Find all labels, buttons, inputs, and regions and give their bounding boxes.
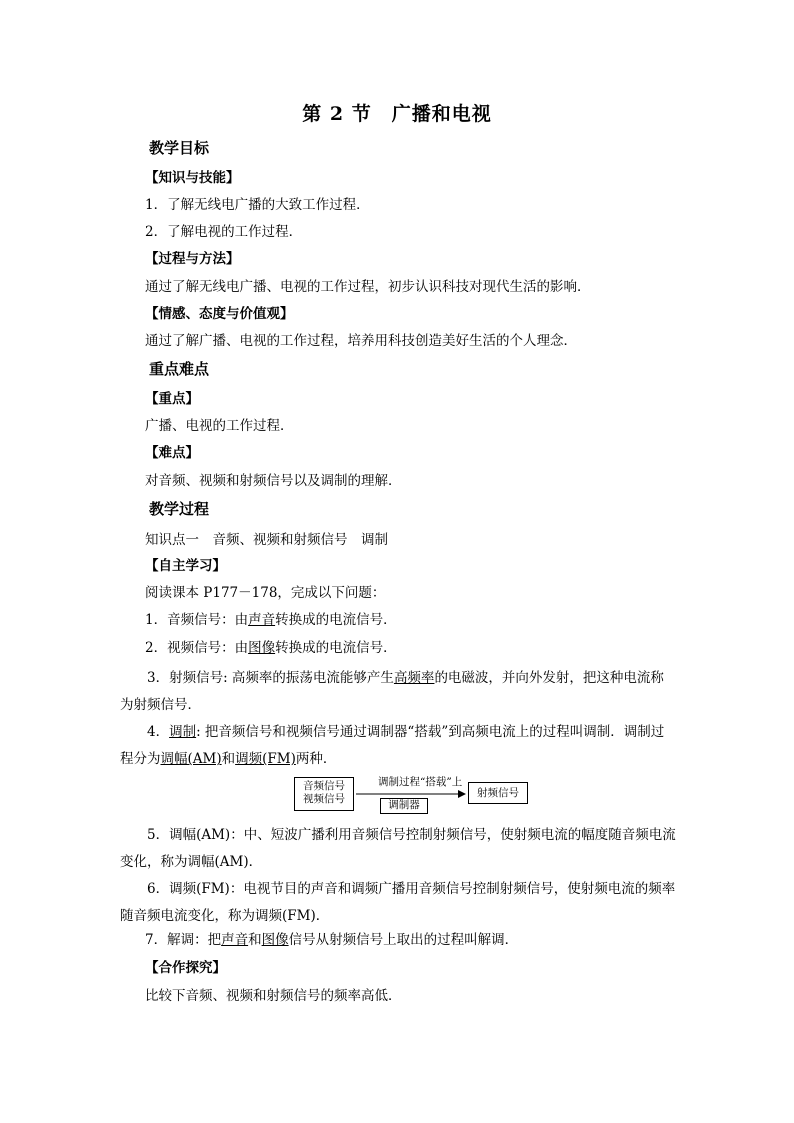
section-heading-objectives: 教学目标 (149, 139, 210, 157)
difficulty-text: 对音频、视频和射频信号以及调制的理解． (145, 473, 402, 489)
emotion-text: 通过了解广播、电视的工作过程，培养用科技创造美好生活的个人理念． (145, 333, 577, 349)
blank-answer: 声音 (248, 612, 276, 628)
item-modulation: 4．调制: 把音频信号和视频信号通过调制器“搭载”到高频电流上的过程叫调制．调制过程分为调幅(AM)和调频(FM)两种． (120, 724, 665, 767)
tag-cooperation: 【合作探究】 (145, 960, 226, 976)
modulation-diagram (294, 774, 530, 816)
output-signal-box: 射频信号 (468, 782, 528, 804)
tag-emotion: 【情感、态度与价值观】 (145, 306, 294, 322)
cooperation-text: 比较下音频、视频和射频信号的频率高低． (145, 988, 402, 1004)
blank-answer: 图像 (261, 932, 289, 948)
blank-answer: 调频(FM) (235, 751, 296, 767)
blank-answer: 调制 (169, 724, 197, 740)
knowledge-point-title: 知识点一 音频、视频和射频信号 调制 (145, 532, 388, 548)
section-heading-process: 教学过程 (149, 500, 210, 518)
item-demodulation: 7．解调：把声音和图像信号从射频信号上取出的过程叫解调． (145, 932, 519, 948)
tag-process: 【过程与方法】 (145, 251, 240, 267)
key-text: 广播、电视的工作过程． (145, 418, 294, 434)
arrow-label: 调制过程“搭载”上 (378, 776, 463, 788)
modulator-box: 调制器 (380, 798, 428, 814)
reading-instruction: 阅读课本 P177－178，完成以下问题： (145, 585, 386, 601)
knowledge-item-1: 1．了解无线电广播的大致工作过程． (145, 197, 370, 213)
section-heading-keypoints: 重点难点 (149, 360, 210, 378)
tag-key: 【重点】 (145, 391, 199, 407)
item-audio-signal: 1．音频信号：由声音转换成的电流信号． (145, 612, 397, 628)
process-text: 通过了解无线电广播、电视的工作过程，初步认识科技对现代生活的影响． (145, 279, 591, 295)
tag-knowledge: 【知识与技能】 (145, 170, 240, 186)
tag-difficulty: 【难点】 (145, 445, 199, 461)
blank-answer: 调幅(AM) (160, 751, 222, 767)
page-title: 第 2 节 广播和电视 (302, 103, 492, 125)
blank-answer: 图像 (248, 640, 276, 656)
item-am: 5．调幅(AM)：中、短波广播利用音频信号控制射频信号，使射频电流的幅度随音频电流变化，称为调幅(AM)． (120, 827, 676, 870)
blank-answer: 高频率 (393, 670, 435, 686)
item-fm: 6．调频(FM)：电视节目的声音和调频广播用音频信号控制射频信号，使射频电流的频率随音频电流变化，称为调频(FM)． (120, 881, 676, 924)
input-signal-box: 音频信号 视频信号 (294, 777, 354, 811)
tag-self-study: 【自主学习】 (145, 558, 226, 574)
blank-answer: 声音 (221, 932, 249, 948)
knowledge-item-2: 2．了解电视的工作过程． (145, 224, 303, 240)
item-video-signal: 2．视频信号：由图像转换成的电流信号． (145, 640, 397, 656)
item-rf-signal: 3．射频信号: 高频率的振荡电流能够产生高频率的电磁波，并向外发射，把这种电流称为射频信号． (120, 670, 664, 713)
